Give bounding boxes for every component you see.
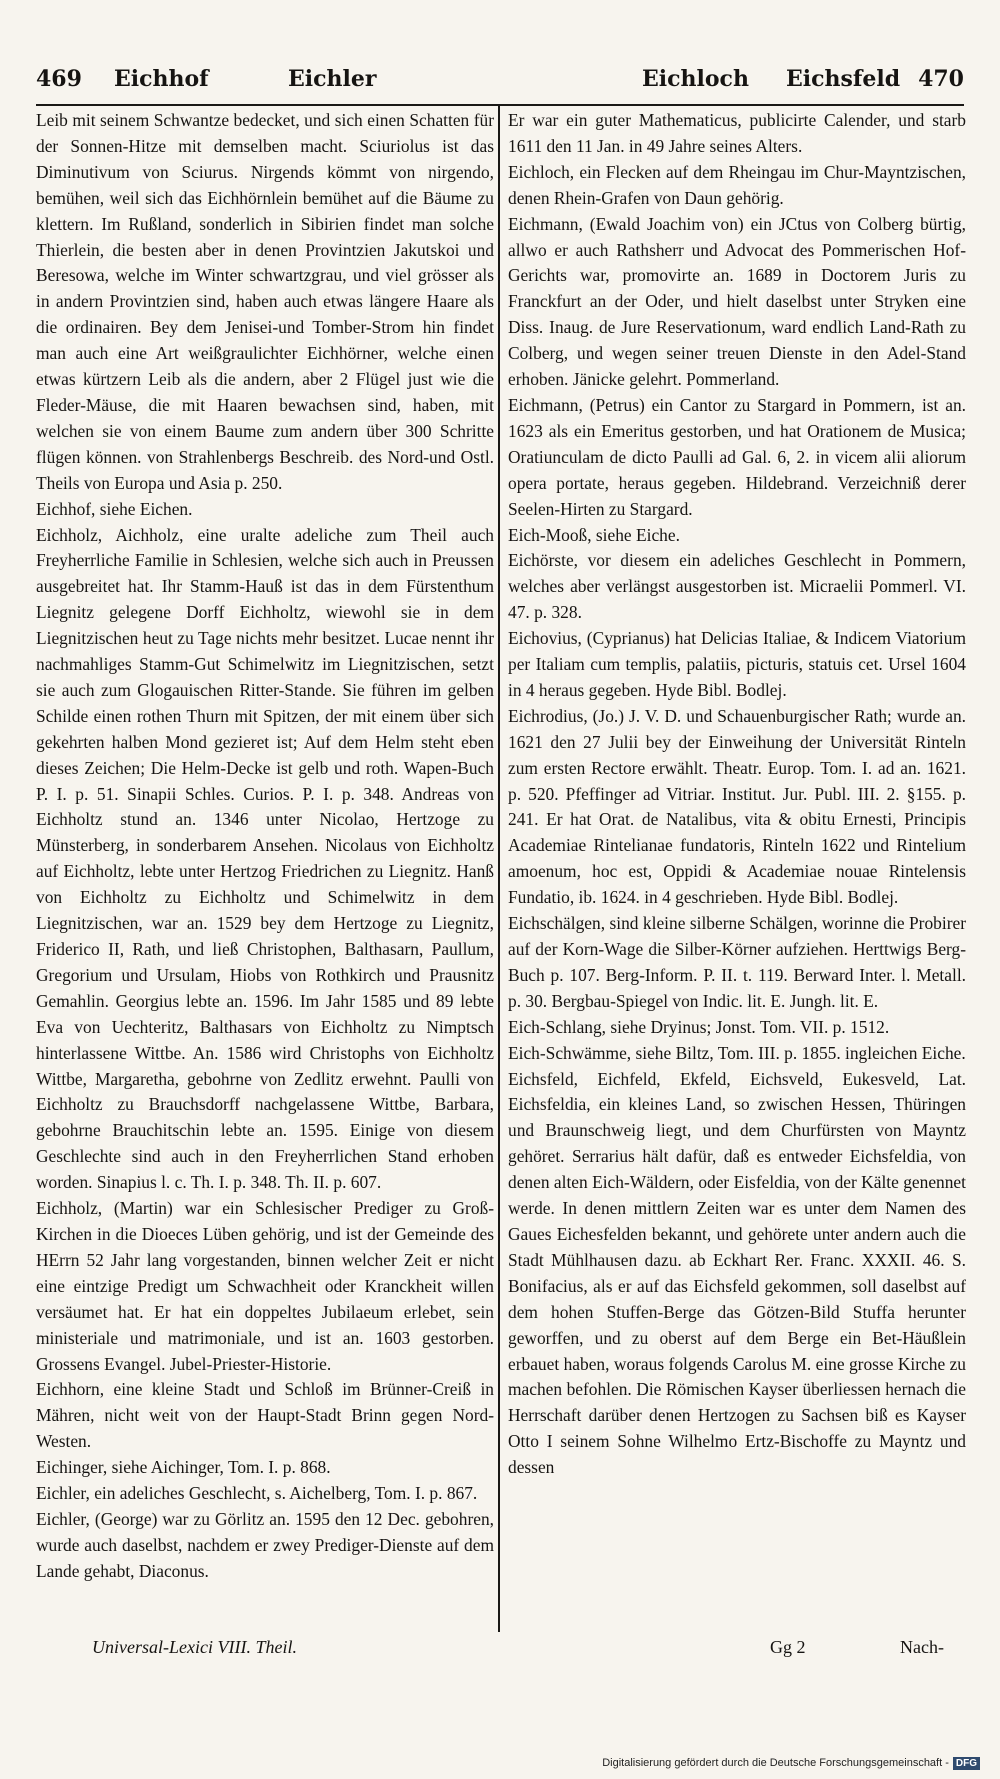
entry-paragraph: Eichsfeld, Eichfeld, Ekfeld, Eichsveld, Eukesveld, Lat. Eichsfeldia, ein kleines Land, so zwischen Hessen, Thüringen und Braunschweig liegt, und dem Churfürsten von Mayntz gehöret. Serrarius hält dafür, daß es entweder Eichsfeldia, von denen alten Eich-Wäldern, oder Eisfeldia, von der Kälte genennet werde. In denen mittlern Zeiten war es unter dem Namen des Gaues Eichesfelden bekannt, und gehörete unter andern auch die Stadt Mühlhausen dazu. ab Eckhart Rer. Franc. XXXII. 46. S. Bonifacius, als er auf das Eichsfeld gekommen, soll daselbst auf dem hohen Stuffen-Berge das Götzen-Bild Stuffa herunter geworffen, und zu oberst auf dem Berge ein Bet-Häußlein erbauet haben, woraus folgends Carolus M. eine grosse Kirche zu machen befohlen. Die Römischen Kayser überliessen hernach die Herrschaft darüber denen Hertzogen zu Sachsen biß es Kayser Otto I seinem Sohne Wilhelmo Ertz-Bischoffe zu Mayntz und dessen (508, 1068, 966, 1478)
entry-paragraph: Eichler, (George) war zu Görlitz an. 1595 den 12 Dec. gebohren, wurde auch daselbst, nachdem er zwey Prediger-Dienste auf dem Lande gehabt, Diaconus. (36, 1508, 494, 1581)
entry-paragraph: Leib mit seinem Schwantze bedecket, und sich einen Schatten für der Sonnen-Hitze mit demselben macht. Sciuriolus ist das Diminutivum von Sciurus. Nirgends kömmt von nirgendo, bemühen, weil sich das Eichhörnlein bemühet auf die Bäume zu klettern. Im Rußland, sonderlich in Sibirien findet man solche Thierlein, die besten aber in denen Provintzien Jakutskoi und Beresowa, welche im Winter schwartzgrau, und viel grösser als in andern Provintzien sind, haben auch etwas längere Haare als die ordinairen. Bey dem Jenisei-und Tomber-Strom hin findet man auch eine Art weißgraulichter Eichhörner, welche einen etwas kürtzern Leib als die andern, aber 2 Flügel just wie die Fleder-Mäuse, die mit Haaren bewachsen sind, haben, mit welchen sie von einem Baume zum andern über 300 Schritte flügen können. von Strahlenbergs Beschreib. des Nord-und Ostl. Theils von Europa und Asia p. 250. (36, 110, 494, 493)
entry-paragraph: Eichinger, siehe Aichinger, Tom. I. p. 868. (36, 1457, 331, 1478)
entry-paragraph: Eichloch, ein Flecken auf dem Rheingau im Chur-Mayntzischen, denen Rhein-Grafen von Daun gehörig. (508, 161, 966, 208)
entry-paragraph: Eichhorn, eine kleine Stadt und Schloß im Brünner-Creiß in Mähren, nicht weit von der Haupt-Stadt Brinn gegen Nord-Westen. (36, 1379, 494, 1452)
catchword: Nach- (900, 1637, 944, 1657)
footer-text: Digitalisierung gefördert durch die Deutsche Forschungsgemeinschaft - (602, 1757, 949, 1769)
volume-signature-line: Universal-Lexici VIII. Theil. (92, 1637, 297, 1657)
guide-word-left-2: Eichler (288, 66, 377, 92)
entry-paragraph: Eichmann, (Petrus) ein Cantor zu Stargard in Pommern, ist an. 1623 als ein Emeritus gestorben, und hat Orationem de Musica; Oratiunculam de dicto Paulli ad Gal. 6, 2. in vicem alii aliorum opera portate, heraus gegeben. Hildebrand. Verzeichniß derer Seelen-Hirten zu Stargard. (508, 394, 966, 519)
entry-paragraph: Eichhof, siehe Eichen. (36, 498, 193, 519)
digitization-footer (602, 1753, 980, 1773)
entry-paragraph: Eich-Schwämme, siehe Biltz, Tom. III. p. 1855. ingleichen Eiche. (508, 1042, 966, 1063)
header-rule (36, 104, 964, 106)
entry-paragraph: Eich-Mooß, siehe Eiche. (508, 524, 680, 545)
entry-paragraph: Eich-Schlang, siehe Dryinus; Jonst. Tom. VII. p. 1512. (508, 1016, 890, 1037)
guide-word-right-1: Eichloch (642, 66, 749, 92)
printer-signature: Gg 2 (770, 1637, 806, 1657)
entry-paragraph: Eichovius, (Cyprianus) hat Delicias Italiae, & Indicem Viatorium per Italiam cum templis, palatiis, picturis, statuis cet. Ursel 1604 in 4 heraus gegeben. Hyde Bibl. Bodlej. (508, 628, 966, 700)
entry-paragraph: Eichholz, (Martin) war ein Schlesischer Prediger zu Groß-Kirchen in die Dioeces Lüben gehörig, und ist der Gemeinde des HErrn 52 Jahr lang vorgestanden, binnen welcher Zeit er nicht eine eintzige Predigt um Schwachheit oder Kranckheit willen versäumet hat. Er hat ein doppeltes Jubilaeum erlebet, sein ministeriale und matrimoniale, und ist an. 1603 gestorben. Grossens Evangel. Jubel-Priester-Historie. (36, 1198, 494, 1374)
left-column (36, 108, 494, 1668)
page-number-left: 469 (36, 66, 82, 92)
column-divider (498, 104, 500, 1632)
entry-paragraph: Eichörste, vor diesem ein adeliches Geschlecht in Pommern, welches aber verlängst ausgestorben ist. Micraelii Pommerl. VI. 47. p. 328. (508, 550, 966, 623)
page-number-right: 470 (918, 66, 964, 92)
entry-paragraph: Eichholz, Aichholz, eine uralte adeliche zum Theil auch Freyherrliche Familie in Schlesien, welche sich auch in Preussen ausgebreitet hat. Ihr Stamm-Hauß ist das in dem Fürstenthum Liegnitz gelegene Dorff Eichholtz, wiewohl sie in dem Liegnitzischen heut zu Tage nichts mehr besitzet. Lucae nennt ihr nachmahliges Stamm-Gut Schimelwitz im Liegnitzischen, setzt sie auch zum Glogauischen Ritter-Stande. Sie führen im gelben Schilde einen rothen Thurn mit Spitzen, der mit einem über sich gekehrten halben Mond gezieret ist; Auf dem Helm steht eben dieses Zeichen; Die Helm-Decke ist gelb und roth. Wapen-Buch P. I. p. 51. Sinapii Schles. Curios. P. I. p. 348. Andreas von Eichholtz stund an. 1346 unter Nicolao, Hertzoge zu Münsterberg, in sonderbarem Ansehen. Nicolaus von Eichholtz auf Eichholtz, lebte unter Hertzog Friedrichen zu Liegnitz. Hanß von Eichholtz zu Eichholtz und Schimelwitz in dem Liegnitzischen, war an. 1529 bey dem Hertzoge zu Liegnitz, Friderico II, Rath, und ließ Christophen, Balthasarn, Paullum, Gregorium und Ursulam, Hiobs von Rothkirch und Prausnitz Gemahlin. Georgius lebte an. 1596. Im Jahr 1585 und 89 lebte Eva von Uechteritz, Balthasars von Eichholtz zu Nimptsch hinterlassene Wittbe. An. 1586 wird Christophs von Eichholtz Wittbe, Margaretha, gebohrne von Zedlitz erwehnt. Paulli von Eichholtz zu Brauchsdorff nachgelassene Wittbe, Barbara, gebohrne Brauchitschin lebte an. 1595. Einige von diesem Geschlechte sind auch in den Freyherrlichen Stand erhoben worden. Sinapius l. c. Th. I. p. 348. Th. II. p. 607. (36, 524, 494, 1193)
entry-paragraph: Eichschälgen, sind kleine silberne Schälgen, worinne die Probirer auf der Korn-Wage die Silber-Körner aufziehen. Herttwigs Berg-Buch p. 107. Berg-Inform. P. II. t. 119. Berward Inter. l. Metall. p. 30. Bergbau-Spiegel von Indic. lit. E. Jungh. lit. E. (508, 913, 966, 1011)
guide-word-right-2: Eichsfeld (786, 66, 901, 92)
entry-paragraph: Eichrodius, (Jo.) J. V. D. und Schauenburgischer Rath; wurde an. 1621 den 27 Julii bey der Einweihung der Universität Rinteln zum ersten Rectore erwählt. Theatr. Europ. Tom. I. ad an. 1621. p. 520. Pfeffinger ad Vitriar. Institut. Jur. Publ. III. 2. §155. p. 241. Er hat Orat. de Natalibus, vita & obitu Ernesti, Principis Academiae Rintelianae fundatoris, Rinteln 1622 und Rintelium amoenum, hoc est, Oppidi & Academiae nouae Rintelensis Fundatio, ib. 1624. in 4 geschrieben. Hyde Bibl. Bodlej. (508, 705, 966, 908)
entry-paragraph: Eichmann, (Ewald Joachim von) ein JCtus von Colberg bürtig, allwo er auch Rathsherr und Advocat des Pommerischen Hof-Gerichts war, promovirte an. 1689 in Doctorem Juris zu Franckfurt an der Oder, und hielt daselbst unter Stryken eine Diss. Inaug. de Jure Reservationum, ward endlich Land-Rath zu Colberg, und wegen seiner treuen Dienste in den Adel-Stand erhoben. Jänicke gelehrt. Pommerland. (508, 213, 966, 390)
right-column (508, 108, 966, 1668)
entry-paragraph: Er war ein guter Mathematicus, publicirte Calender, und starb 1611 den 11 Jan. in 49 Jahre seines Alters. (508, 110, 966, 156)
dfg-logo-icon: DFG (953, 1757, 980, 1770)
guide-word-left-1: Eichhof (114, 66, 209, 92)
entry-paragraph: Eichler, ein adeliches Geschlecht, s. Aichelberg, Tom. I. p. 867. (36, 1483, 478, 1504)
running-header (36, 62, 964, 102)
